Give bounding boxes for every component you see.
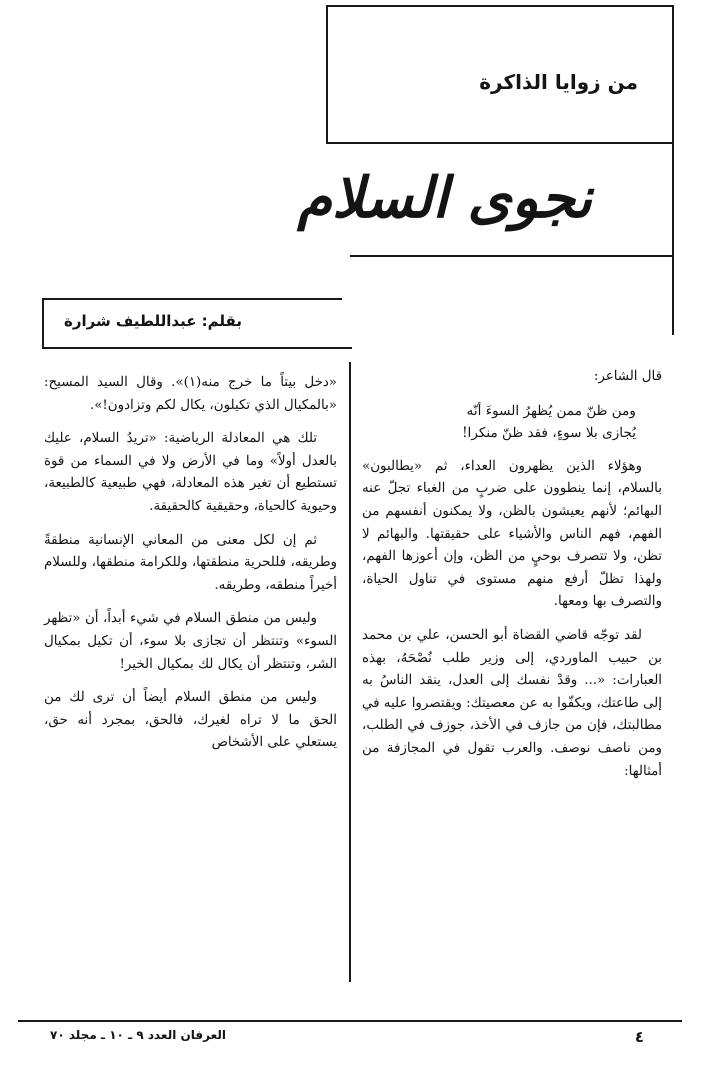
header-top-rule [326, 5, 674, 7]
right-paragraph-2: لقد توجّه قاضي القضاة أبو الحسن، علي بن محمد بن حبيب الماوردي، إلى وزير طلب نُصْحَهُ، بهذه العبارات: «... وقدْ نفسك إلى العدل، ينقد الناسُ به إلى طاعتك، ويكفّوا به عن معصيتك: ويقتصروا عليه في مطالبتك، فإن من جازف في الأخذ، جوزف في الطلب، ومن ناصف نوصف. والعرب تقول في المجازفة من أمثالها: [361, 627, 662, 779]
issue-info: العرفان العدد ٩ ـ ١٠ ـ مجلد ٧٠ [50, 1028, 226, 1042]
header-right-border [672, 5, 674, 335]
section-title-underline [326, 142, 674, 144]
verse-line-1: ومن ظنّ ممن يُظهرُ السوءَ أنّه [466, 402, 636, 419]
verse-line-2: يُجازى بلا سوءٍ، فقد ظنّ منكرا! [462, 425, 636, 442]
left-paragraph-2: تلك هي المعادلة الرياضية: «تريدُ السلام، عليك بالعدل أولاً» وما في الأرض ولا في السماء من قوة تستطيع أن تغير هذه المعادلة، فهي طبيعية كالطبيعة، وحيوية كالحياة، وحقيقية كالحقيقة. [44, 431, 337, 514]
byline-top-rule [42, 298, 342, 300]
byline-bottom-rule [42, 347, 352, 349]
title-underline [350, 255, 674, 257]
left-column [44, 372, 337, 766]
poem-verse [362, 400, 662, 445]
byline-left-border [42, 298, 44, 348]
right-column [362, 366, 662, 794]
article-title: نجوى السلام [297, 165, 592, 231]
left-paragraph-1: «دخل بيتاً ما خرج منه(١)». وقال السيد المسيح: «بالمكيال الذي تكيلون، يكال لكم وتزادون!». [44, 375, 338, 413]
left-paragraph-5: وليس من منطق السلام أيضاً أن ترى لك من الحق ما لا تراه لغيرك، فالحق، بمجرد أنه حق، يستعلي على الأشخاص [44, 690, 337, 751]
column-divider [349, 362, 351, 982]
footer-rule [18, 1020, 682, 1022]
right-paragraph-1: وهؤلاء الذين يظهرون العداء، ثم «يطالبون» بالسلام، إنما ينطوون على ضربٍ من الغباء تجلّ عنه البهائم؛ لأنهم يعيشون بالظن، ولا يمكنون أنفسهم من الفهم، فهم الناس والأشياء على حقيقتها. والبهائم لا تظن، ولا تتصرف بوحيٍ من الظن، وإن أعوزها الفهم، ولهذا تظلّ أرفع منهم مستوى في تناول الحياة، والتصرف بها ومعها. [362, 458, 662, 610]
left-paragraph-4: وليس من منطق السلام في شيء أبداً، أن «تظهر السوء» وتنتظر أن تجازى بلا سوء، أن تكيل بمكيال الشر، وتنتظر أن يكال لك بمكيال الخير! [44, 611, 337, 672]
section-title: من زوايا الذاكرة [479, 70, 638, 94]
byline: بقلم: عبداللطيف شرارة [63, 312, 242, 330]
page-number: ٤ [634, 1028, 644, 1046]
header-left-rule [326, 5, 328, 143]
left-paragraph-3: ثم إن لكل معنى من المعاني الإنسانية منطقةً وطريقه، فللحرية منطقتها، وللكرامة منطقها، وللسلام أخيراً منطقه، وطريقه. [44, 532, 337, 593]
right-intro: قال الشاعر: [593, 369, 662, 384]
